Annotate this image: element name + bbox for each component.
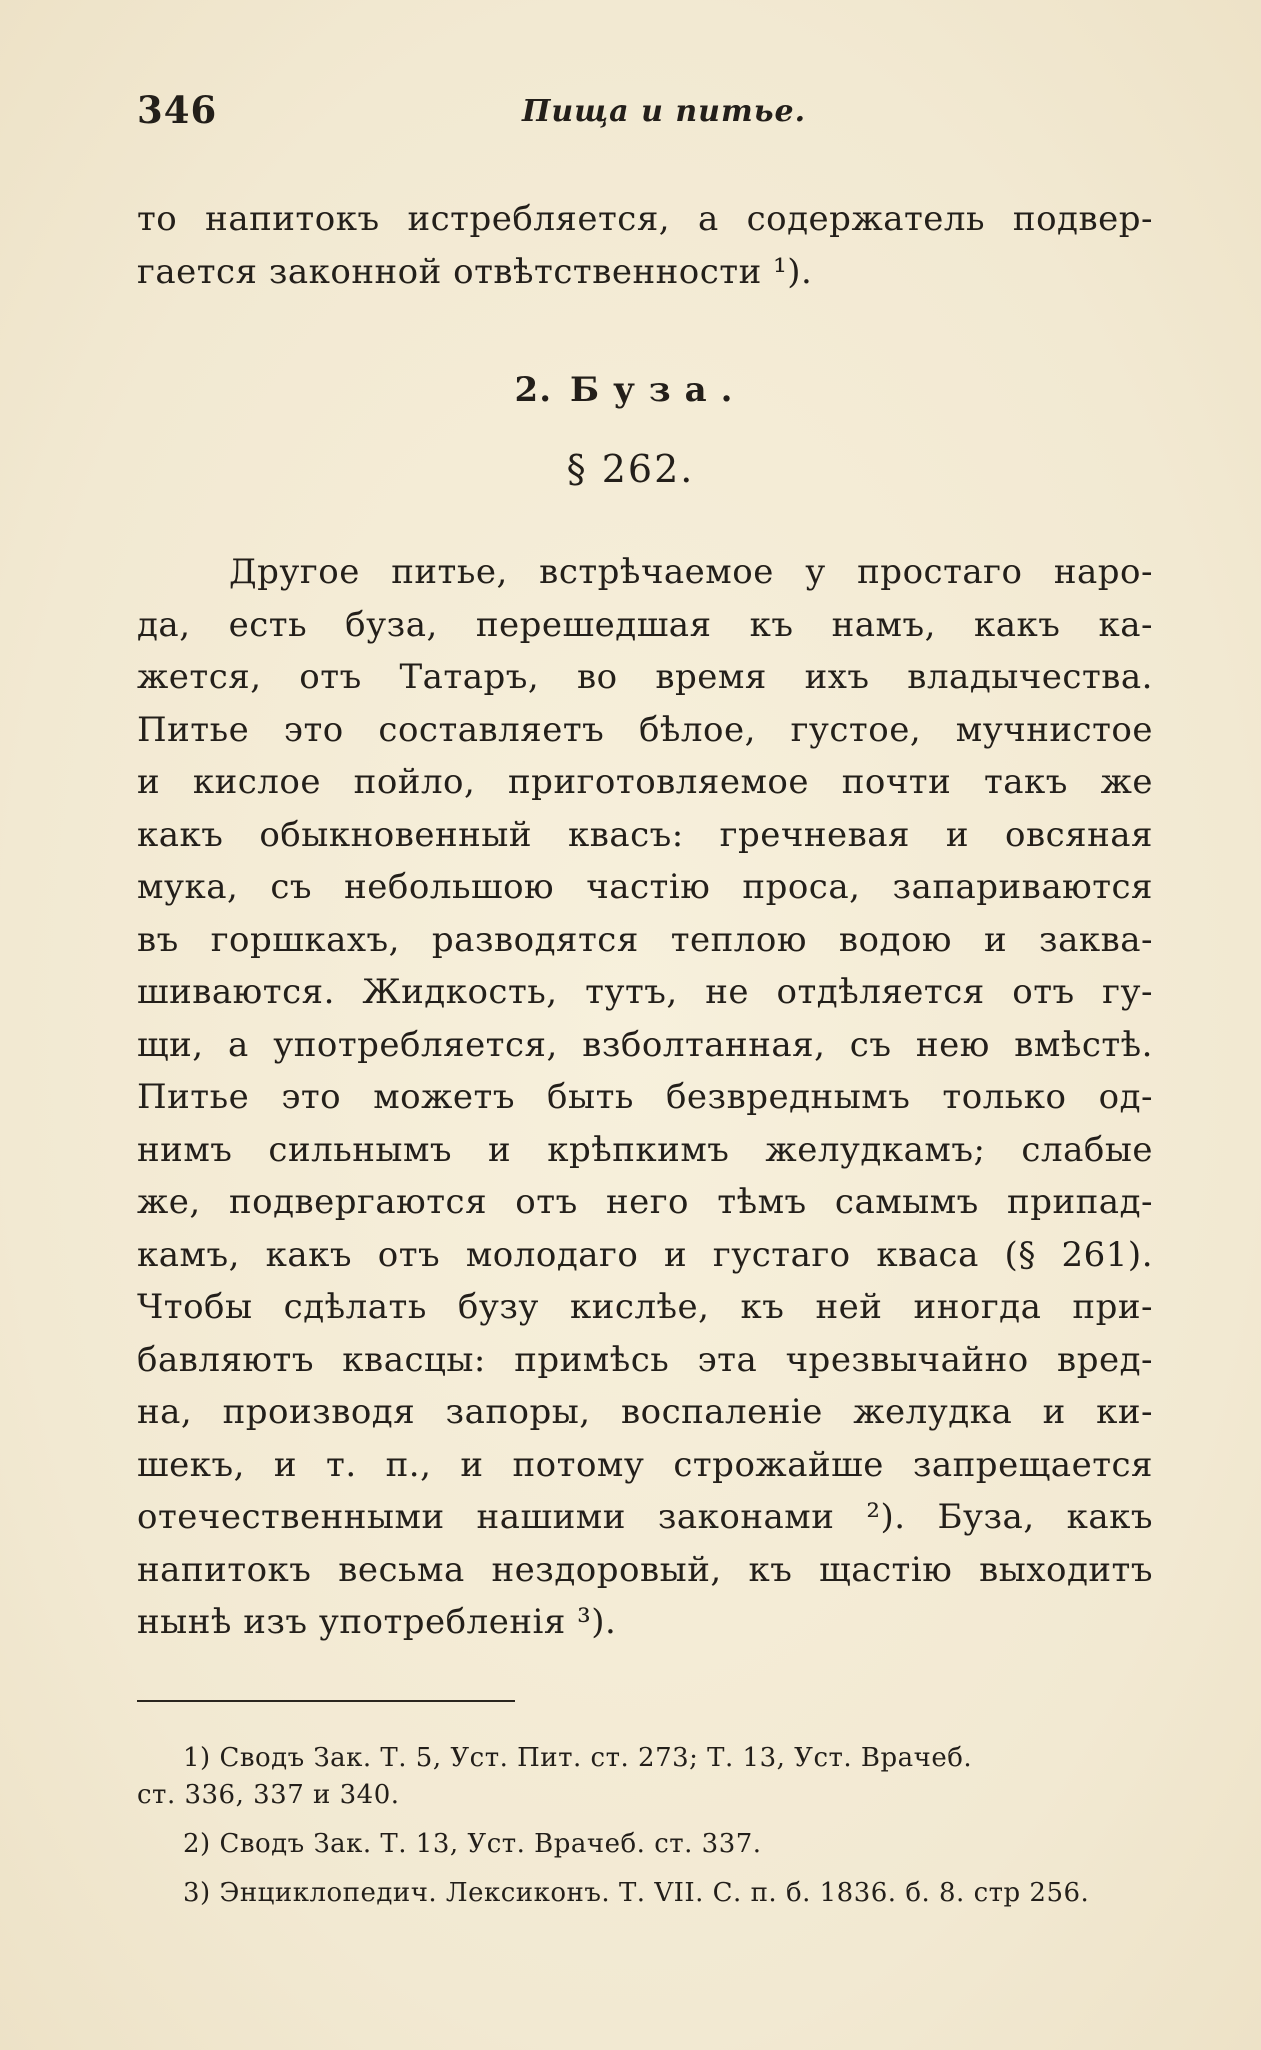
text-line: напитокъ весьма нездоровый, къ щастiю выходитъ [137,1549,1153,1590]
footnote-1-continued: ст. 336, 337 и 340. [137,1780,400,1810]
text-line: на, производя запоры, воспаленiе желудка и ки- [137,1392,1153,1432]
footnote-divider [137,1700,515,1702]
page-header [137,88,1127,138]
section-title: Буза. [570,370,747,410]
text-line: бавляютъ квасцы: примѣсь эта чрезвычайно вред- [137,1339,1153,1380]
footnote-1: 1) Сводъ Зак. Т. 5, Уст. Пит. ст. 273; Т. 13, Уст. Врачеб. [183,1743,973,1773]
text-line: Питье это можетъ быть безвреднымъ только од- [137,1077,1153,1117]
intro-text [137,193,1153,298]
paragraph-number: § 262. [566,447,695,491]
page-number: 346 [137,88,218,132]
text-line: отечественными нашими законами ²). Буза, какъ [137,1497,1153,1537]
text-line: нынѣ изъ употребленiя ³). [137,1602,617,1642]
footnotes [137,1740,1153,1912]
running-head: Пища и питье. [522,94,807,129]
text-line: Питье это составляетъ бѣлое, густое, мучнистое [137,709,1153,750]
text-line: жется, отъ Татаръ, во время ихъ владычества. [137,657,1153,697]
text-line: камъ, какъ отъ молодаго и густаго кваса (§ 261). [137,1234,1153,1275]
text-line: же, подвергаются отъ него тѣмъ самымъ припад- [137,1182,1153,1222]
text-line: да, есть буза, перешедшая къ намъ, какъ ка- [137,604,1153,645]
footnote-2: 2) Сводъ Зак. Т. 13, Уст. Врачеб. ст. 337. [183,1829,762,1859]
text-line: Другое питье, встрѣчаемое у простаго наро- [229,552,1153,592]
section-number: 2. [514,370,553,410]
text-line: и кислое пойло, приготовляемое почти такъ же [137,762,1153,802]
body-text [137,546,1153,1649]
text-line: шиваются. Жидкость, тутъ, не отдѣляется отъ гу- [137,972,1153,1012]
footnote-3: 3) Энциклопедич. Лексиконъ. Т. VII. С. п. б. 1836. б. 8. стр 256. [183,1878,1090,1908]
text-line: шекъ, и т. п., и потому строжайше запрещается [137,1444,1153,1485]
section-heading [0,370,1261,410]
text-line: гается законной отвѣтственности ¹). [137,251,813,292]
text-line: Чтобы сдѣлать бузу кислѣе, къ ней иногда при- [137,1287,1153,1327]
text-line: мука, съ небольшою частiю проса, запариваются [137,867,1153,907]
text-line: нимъ сильнымъ и крѣпкимъ желудкамъ; слабые [137,1129,1153,1170]
text-line: щи, а употребляется, взболтанная, съ нею вмѣстѣ. [137,1024,1153,1065]
text-line: въ горшкахъ, разводятся теплою водою и заква- [137,919,1153,960]
text-line: то напитокъ истребляется, а содержатель подвер- [137,199,1153,239]
text-line: какъ обыкновенный квасъ: гречневая и овсяная [137,814,1153,855]
